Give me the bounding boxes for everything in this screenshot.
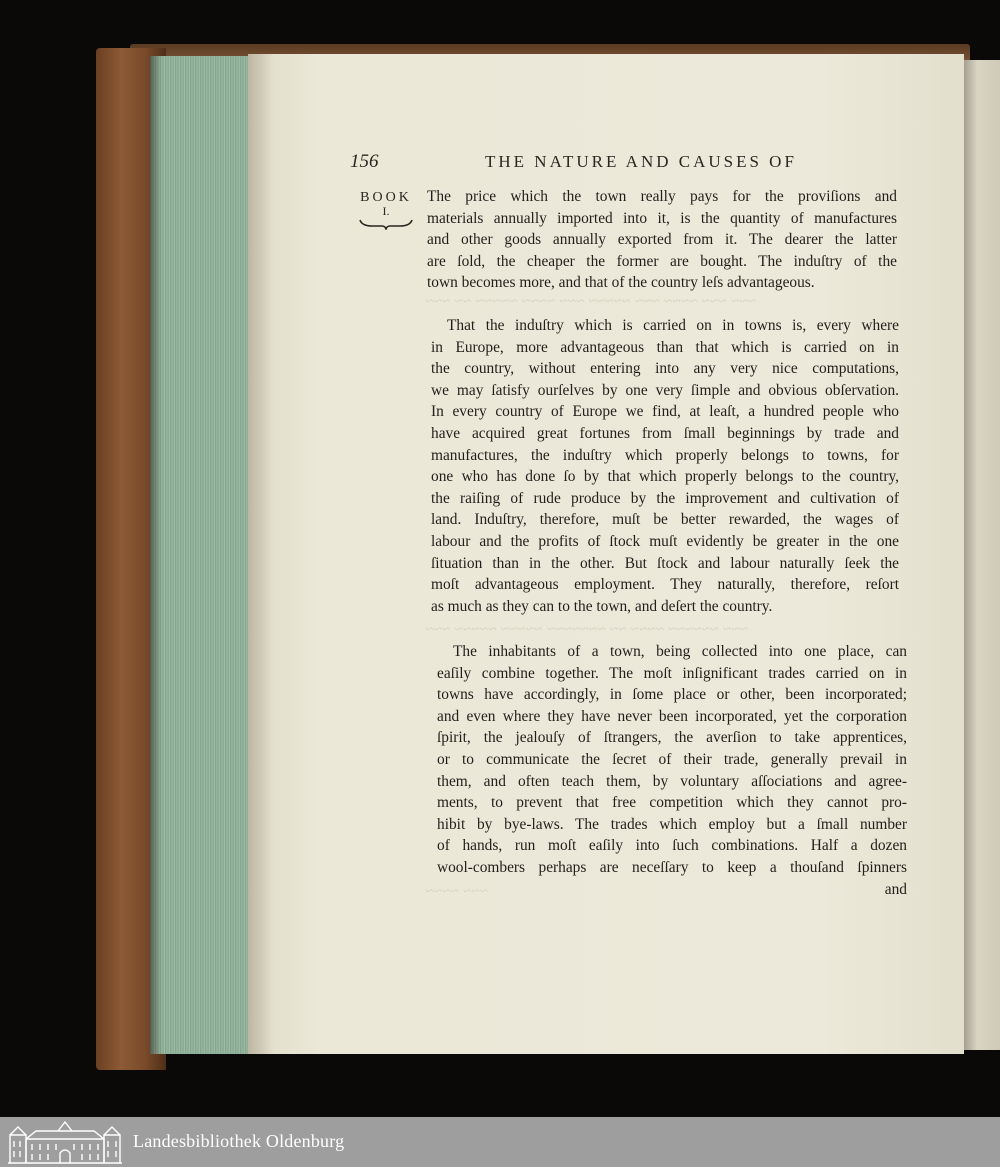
text-line: labour and the profits of ſtock muſt evidently be greater in the one	[431, 532, 899, 550]
text-line: land. Induſtry, therefore, muſt be better rewarded, the wages of	[431, 511, 899, 529]
text-line: or to communicate the ſecret of their trade, generally prevail in	[437, 750, 907, 768]
text-line: them, and often teach them, by voluntary aſſociations and agree-	[437, 772, 907, 790]
text-line: hibit by bye-laws. The trades which employ but a ſmall number	[437, 815, 907, 833]
paragraph-3	[437, 641, 907, 900]
text-line: materials annually imported into it, is the quantity of manufactures	[427, 209, 897, 227]
library-name[interactable]: Landesbibliothek Oldenburg	[133, 1131, 345, 1151]
text-line: and even where they have never been incorporated, yet the corporation	[437, 707, 907, 725]
footer-bar	[0, 1117, 1000, 1167]
text-line: In every country of Europe we find, at leaſt, a hundred people who	[431, 403, 899, 421]
text-line: have acquired great fortunes from ſmall beginnings by trade and	[431, 424, 899, 442]
text-line: towns have accordingly, in ſome place or other, been incorporated;	[437, 686, 907, 704]
text-line: The inhabitants of a town, being collected into one place, can	[453, 643, 907, 660]
page-number: 156	[350, 151, 379, 172]
page-edges	[150, 56, 250, 1054]
text-line: manufactures, the induſtry which properly belongs to towns, for	[431, 446, 899, 464]
library-building-logo[interactable]	[6, 1119, 124, 1165]
text-line: ſituation than in the other. But ſtock and labour naturally ſeek the	[431, 554, 899, 572]
text-line: one who has done ſo by that which properly belongs to the country,	[431, 468, 899, 486]
running-header	[350, 150, 910, 176]
text-line: are ſold, the cheaper the former are bought. The induſtry of the	[427, 252, 897, 270]
text-line: in Europe, more advantageous than that which is carried on in	[431, 338, 899, 356]
text-line: ments, to prevent that free competition which they cannot pro-	[437, 794, 907, 812]
text-line: as much as they can to the town, and deſert the country.	[431, 597, 773, 615]
catchword: and	[884, 880, 907, 898]
text-line: town becomes more, and that of the country leſs advantageous.	[427, 274, 815, 292]
paragraph-2	[431, 315, 899, 617]
book-label: BOOK	[360, 190, 412, 205]
text-line: of hands, run moſt eaſily into ſuch combinations. Half a dozen	[437, 837, 907, 855]
text-line: wool-combers perhaps are neceſſary to keep a thouſand ſpinners	[437, 858, 907, 876]
facing-page-edge	[962, 60, 1000, 1050]
text-line: the country, without entering into any very nice computations,	[431, 360, 899, 378]
page-edges-shade	[150, 56, 162, 1054]
text-line: the raiſing of rude produce by the improvement and cultivation of	[431, 489, 899, 507]
book-margin-note	[355, 189, 417, 230]
book-number: I.	[382, 204, 390, 218]
curly-brace-ornament	[358, 218, 414, 230]
show-through-text: ~~~ ~~~~~~ ~~~~ ~~ ~~~~~~~ ~~~~~ ~~~~~ ~~~	[425, 622, 748, 638]
show-through-text: ~~~ ~~~~	[425, 884, 488, 900]
text-line: eaſily combine together. The moſt inſignificant trades carried on in	[437, 664, 907, 682]
text-line: The price which the town really pays for the proviſions and	[427, 188, 897, 205]
text-line: we may ſatisfy ourſelves by one very ſimple and obvious obſervation.	[431, 381, 899, 399]
text-line: and other goods annually exported from it. The dearer the latter	[427, 231, 897, 249]
running-head-title: THE NATURE AND CAUSES OF	[485, 152, 797, 171]
text-line: moſt advantageous employment. They naturally, therefore, reſort	[431, 576, 899, 594]
paragraph-1	[427, 186, 897, 294]
text-line: ſpirit, the jealouſy of ſtrangers, the averſion to take apprentices,	[437, 729, 907, 747]
show-through-text: ~~~ ~~~ ~~~~ ~~~ ~~~~~ ~~~ ~~~~ ~~~~~ ~~ ~~~	[425, 294, 756, 310]
gutter-shadow	[248, 54, 274, 1054]
text-line: That the induſtry which is carried on in towns is, every where	[447, 317, 899, 334]
